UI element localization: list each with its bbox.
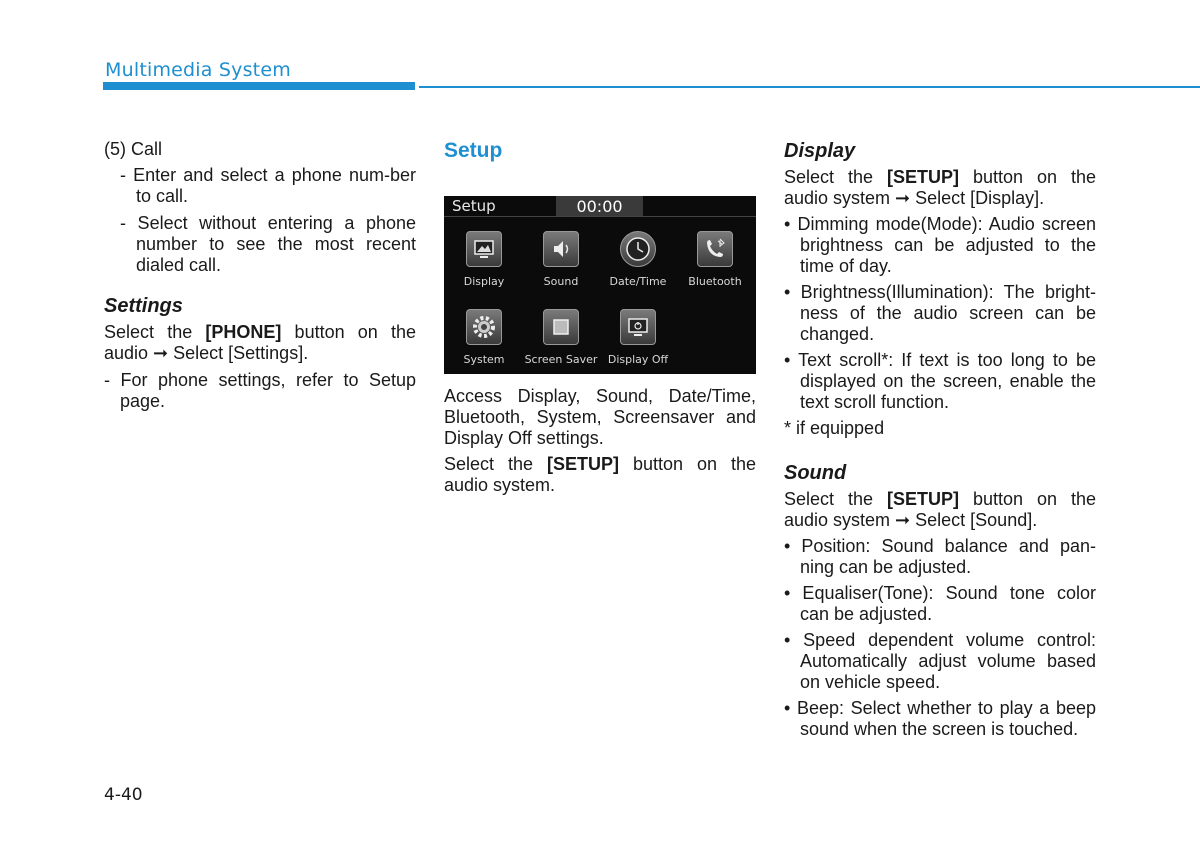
setup-title: Setup — [444, 139, 503, 162]
tile-label: Display — [463, 275, 505, 288]
call-item-select: - Select without entering a phone number to see the most recent dialed call. — [120, 213, 416, 275]
sound-title: Sound — [784, 462, 847, 484]
clock-box — [556, 196, 643, 217]
phone-button-label: [PHONE] — [205, 322, 282, 342]
sound-icon — [543, 231, 579, 267]
setup-button-label: [SETUP] — [547, 454, 619, 474]
display-off-icon — [620, 309, 656, 345]
sound-bullet-position: • Position: Sound balance and pan-ning can be adjusted. — [784, 536, 1096, 577]
gear-icon — [466, 309, 502, 345]
sound-bullet-speed-volume: • Speed dependent volume control: Automatically adjust volume based on vehicle speed. — [784, 630, 1096, 692]
tile-display[interactable] — [445, 231, 523, 288]
column-left — [104, 139, 416, 412]
tile-label: Sound — [543, 275, 579, 288]
tile-display-off[interactable] — [599, 309, 677, 366]
column-right — [784, 139, 1096, 745]
header-bar-thick — [103, 82, 415, 90]
display-bullet-dimming: • Dimming mode(Mode): Audio screen brightness can be adjusted to the time of day. — [784, 214, 1096, 276]
display-title: Display — [784, 140, 856, 162]
header-bar-thin — [419, 86, 1200, 88]
display-bullet-text-scroll: • Text scroll*: If text is too long to be displayed on the screen, enable the text scroll function. — [784, 350, 1096, 412]
settings-note: - For phone settings, refer to Setup page. — [104, 370, 416, 411]
footnote: * if equipped — [784, 418, 885, 438]
bluetooth-phone-icon — [697, 231, 733, 267]
tile-screen-saver[interactable] — [522, 309, 600, 366]
clock-display: 00:00 — [576, 197, 623, 216]
setup-select-text: Select the [SETUP] button on the audio system. — [444, 454, 756, 495]
tile-date-time[interactable] — [599, 231, 677, 288]
sound-bullet-beep: • Beep: Select whether to play a beep sound when the screen is touched. — [784, 698, 1096, 739]
tile-label: Display Off — [607, 353, 669, 366]
header-title: Multimedia System — [105, 59, 291, 81]
screen-divider — [444, 216, 756, 217]
settings-title: Settings — [104, 295, 183, 317]
clock-icon — [620, 231, 656, 267]
setup-button-label: [SETUP] — [887, 489, 959, 509]
tile-label: Screen Saver — [524, 353, 598, 366]
display-icon — [466, 231, 502, 267]
display-select-text: Select the [SETUP] button on the audio system ➞ Select [Display]. — [784, 167, 1096, 208]
settings-text: Select the [PHONE] button on the audio ➞ Select [Settings]. — [104, 322, 416, 363]
tile-bluetooth[interactable] — [676, 231, 754, 288]
sound-bullet-equaliser: • Equaliser(Tone): Sound tone color can be adjusted. — [784, 583, 1096, 624]
setup-description-block — [444, 386, 756, 496]
call-heading: (5) Call — [104, 139, 163, 159]
sound-select-text: Select the [SETUP] button on the audio system ➞ Select [Sound]. — [784, 489, 1096, 530]
setup-screen — [444, 196, 756, 374]
display-bullet-brightness: • Brightness(Illumination): The bright-ness of the audio screen can be changed. — [784, 282, 1096, 344]
call-item-enter: - Enter and select a phone num-ber to call. — [120, 165, 416, 206]
tile-label: System — [463, 353, 505, 366]
tile-sound[interactable] — [522, 231, 600, 288]
setup-button-label: [SETUP] — [887, 167, 959, 187]
setup-description: Access Display, Sound, Date/Time, Bluetooth, System, Screensaver and Display Off settings. — [444, 386, 756, 448]
tile-label: Bluetooth — [688, 275, 742, 288]
column-middle — [444, 139, 756, 163]
page-number: 4-40 — [104, 785, 143, 805]
tile-label: Date/Time — [609, 275, 667, 288]
tile-system[interactable] — [445, 309, 523, 366]
screen-saver-icon — [543, 309, 579, 345]
screen-title: Setup — [452, 197, 496, 215]
